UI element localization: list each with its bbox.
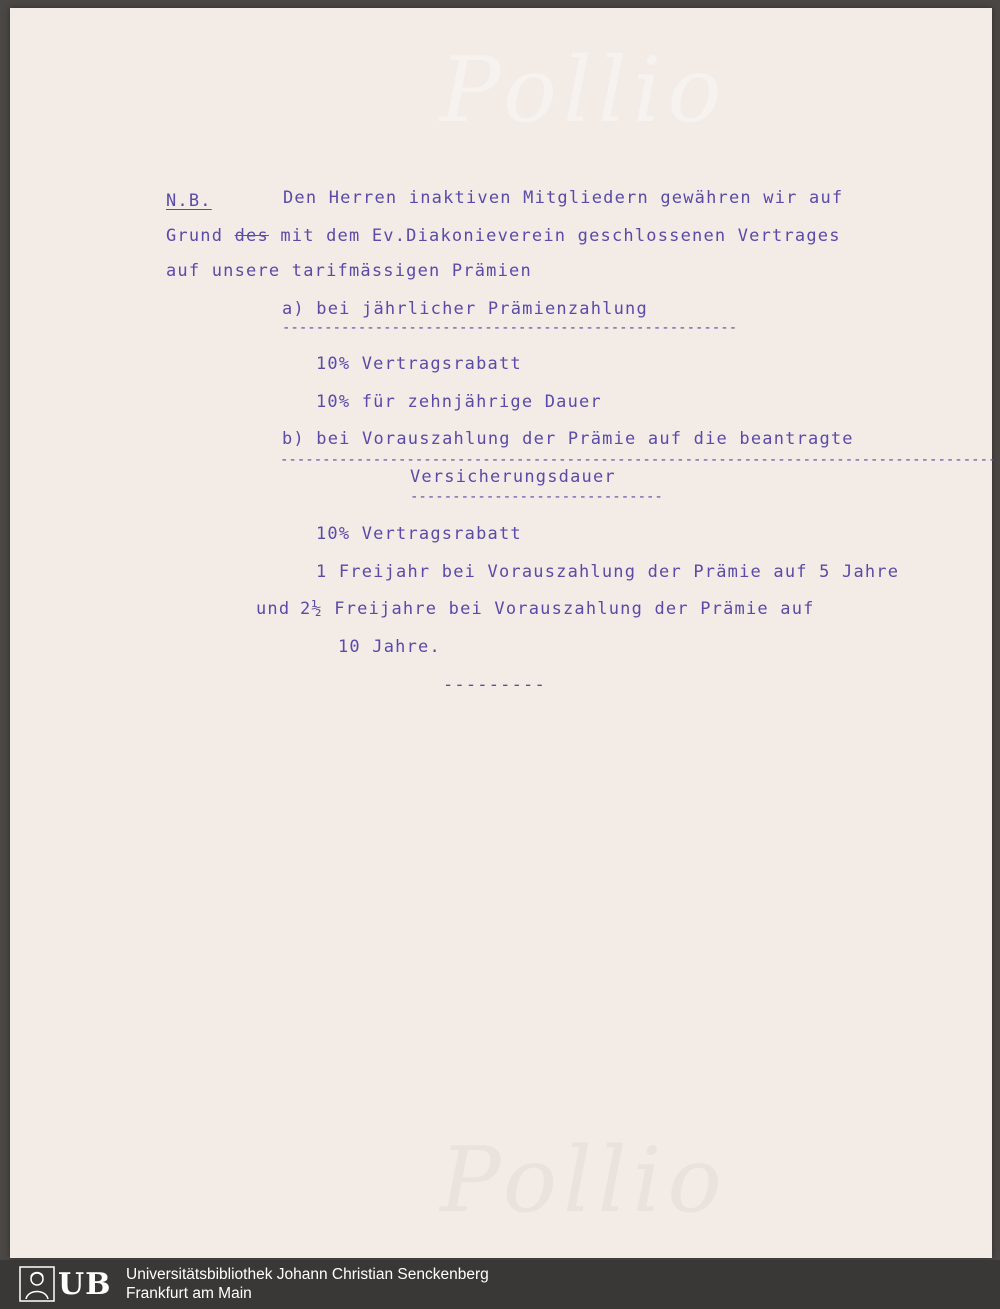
- text-line-2-end: mit dem Ev.Diakonieverein geschlossenen Vertrages: [268, 226, 841, 246]
- footer-institution: Universitätsbibliothek Johann Christian Senckenberg: [126, 1266, 489, 1283]
- struck-word: des: [234, 226, 269, 246]
- paper-watermark-top: Pollio: [440, 38, 728, 143]
- section-a-item-1: 10% Vertragsrabatt: [316, 354, 522, 374]
- document-page: [10, 8, 997, 1258]
- text-line-1: Den Herren inaktiven Mitgliedern gewähren wir auf: [283, 188, 844, 208]
- library-footer: [0, 1260, 1000, 1309]
- closing-rule: ---------: [443, 675, 546, 695]
- logo-text: UB: [58, 1267, 112, 1302]
- section-b-item-2: 1 Freijahr bei Vorauszahlung der Prämie auf 5 Jahre: [316, 562, 900, 582]
- text-line-3: auf unsere tarifmässigen Prämien: [166, 261, 532, 281]
- section-a-heading: a) bei jährlicher Prämienzahlung: [282, 299, 648, 319]
- section-b-item-4: 10 Jahre.: [338, 637, 441, 657]
- section-b-heading-continued-underline: ------------------------------: [410, 489, 663, 505]
- section-b-item-1: 10% Vertragsrabatt: [316, 524, 522, 544]
- section-a-item-2: 10% für zehnjährige Dauer: [316, 392, 602, 412]
- paper-watermark-bottom: Pollio: [440, 1128, 728, 1233]
- section-b-heading: b) bei Vorauszahlung der Prämie auf die beantragte: [282, 429, 854, 449]
- library-logo: [6, 1265, 116, 1303]
- text-line-2: [166, 226, 841, 246]
- section-a-underline: ------------------------------------------------------: [282, 320, 738, 336]
- nb-label: N.B.: [166, 191, 212, 211]
- footer-city: Frankfurt am Main: [126, 1285, 252, 1302]
- portrait-icon: [20, 1267, 54, 1301]
- section-b-heading-continued: Versicherungsdauer: [410, 467, 616, 487]
- section-b-underline: -------------------------------------------------------------------------------------: [280, 452, 997, 468]
- section-b-item-3-prefix: und: [256, 599, 291, 619]
- section-b-item-3: 2½ Freijahre bei Vorauszahlung der Prämie auf: [300, 599, 815, 619]
- text-line-2-start: Grund: [166, 226, 235, 246]
